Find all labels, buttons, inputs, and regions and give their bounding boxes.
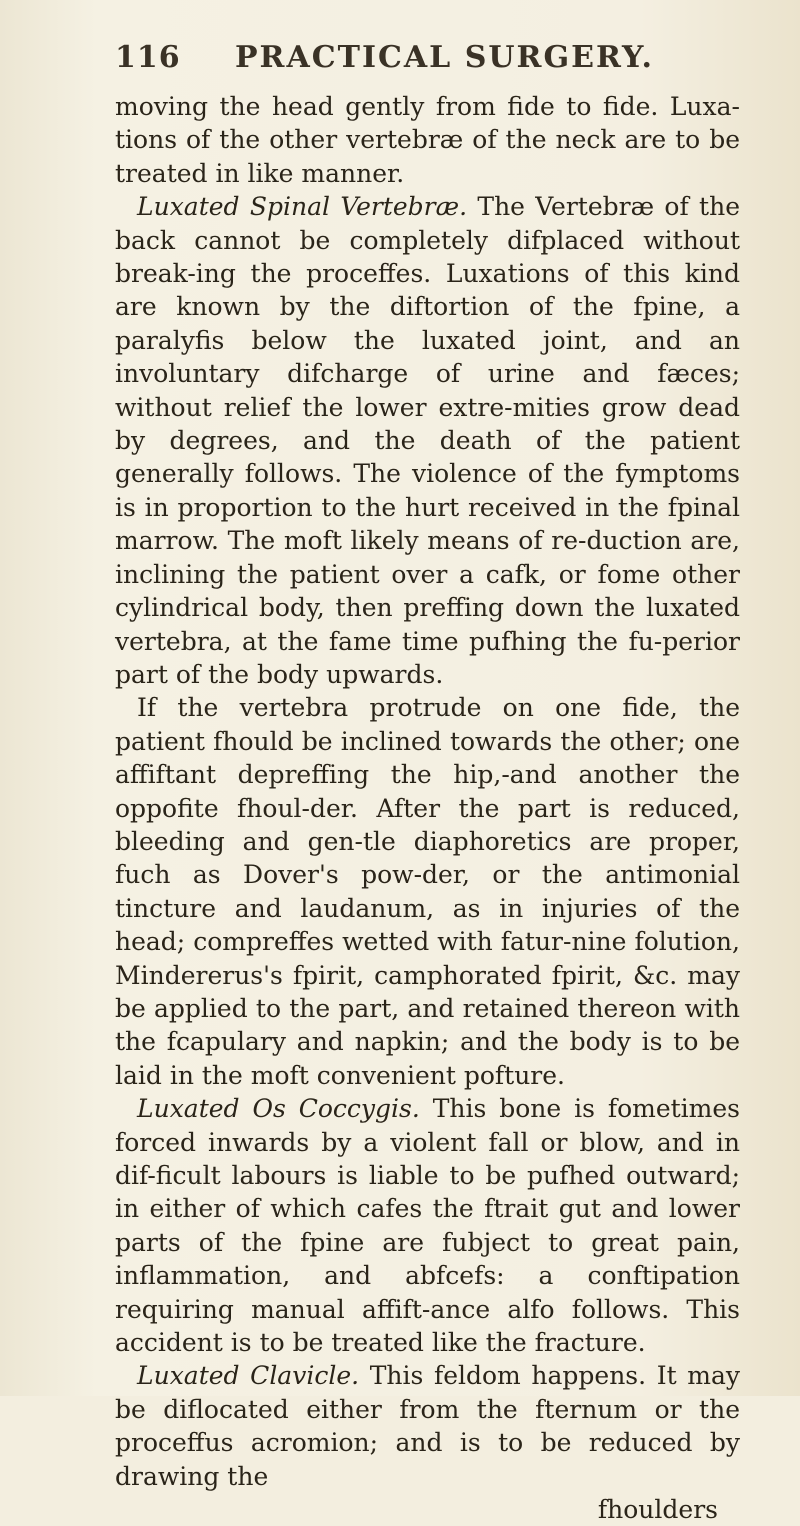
paragraph-text: moving the head gently from fide to fide. Luxa-tions of the other vertebræ of the neck are to be treated in like manner. — [115, 92, 740, 188]
section-heading: Luxated Os Coccygis. — [137, 1094, 420, 1124]
paragraph-vertebra-protrude — [115, 691, 740, 1092]
section-heading: Luxated Spinal Vertebræ. — [137, 192, 468, 222]
section-heading: Luxated Clavicle. — [137, 1361, 360, 1391]
paragraph-spinal-vertebrae — [115, 190, 740, 691]
paragraph-os-coccygis — [115, 1092, 740, 1359]
paragraph-text: If the vertebra protrude on one fide, the patient fhould be inclined towards the other; one affiftant depreffing the hip,-and another the oppofite fhoul-der. After the part is reduced, bleeding and gen-tle diaphoretics are proper, fuch as Dover's pow-der, or the antimonial tincture and laudanum, as in injuries of the head; compreffes wetted with fatur-nine folution, Mindererus's fpirit, camphorated fpirit, &c. may be applied to the part, and retained thereon with the fcapulary and napkin; and the body is to be laid in the moft convenient pofture. — [115, 693, 740, 1090]
paragraph-text: This bone is fometimes forced inwards by a violent fall or blow, and in dif-ficult labours is liable to be pufhed outward; in either of which cafes the ftrait gut and lower parts of the fpine are fubject to great pain, inflammation, and abfcefs: a conftipation requiring manual affift-ance alfo follows. This accident is to be treated like the fracture. — [115, 1094, 741, 1358]
catchword: fhoulders — [597, 1495, 718, 1525]
paragraph-text: This feldom happens. It may be diflocated either from the fternum or the proceffus acromion; and is to be reduced by drawing the — [115, 1361, 740, 1491]
running-head: PRACTICAL SURGERY. — [235, 40, 654, 75]
paragraph-text: The Vertebræ of the back cannot be completely difplaced without break-ing the proceffes. Luxations of this kind are known by the diftortion of the fpine, a paralyfis below the luxated joint, and an involuntary difcharge of urine and fæces; without relief the lower extre-mities grow dead by degrees, and the death of the patient generally follows. The violence of the fymptoms is in proportion to the hurt received in the fpinal marrow. The moft likely means of re-duction are, inclining the patient over a cafk, or fome other cylindrical body, then preffing down the luxated vertebra, at the fame time pufhing the fu-perior part of the body upwards. — [115, 192, 740, 689]
page-header — [115, 40, 740, 90]
body-text — [115, 90, 740, 1493]
page-number: 116 — [115, 40, 181, 75]
paragraph-clavicle — [115, 1359, 740, 1493]
paragraph-continuation — [115, 90, 740, 190]
